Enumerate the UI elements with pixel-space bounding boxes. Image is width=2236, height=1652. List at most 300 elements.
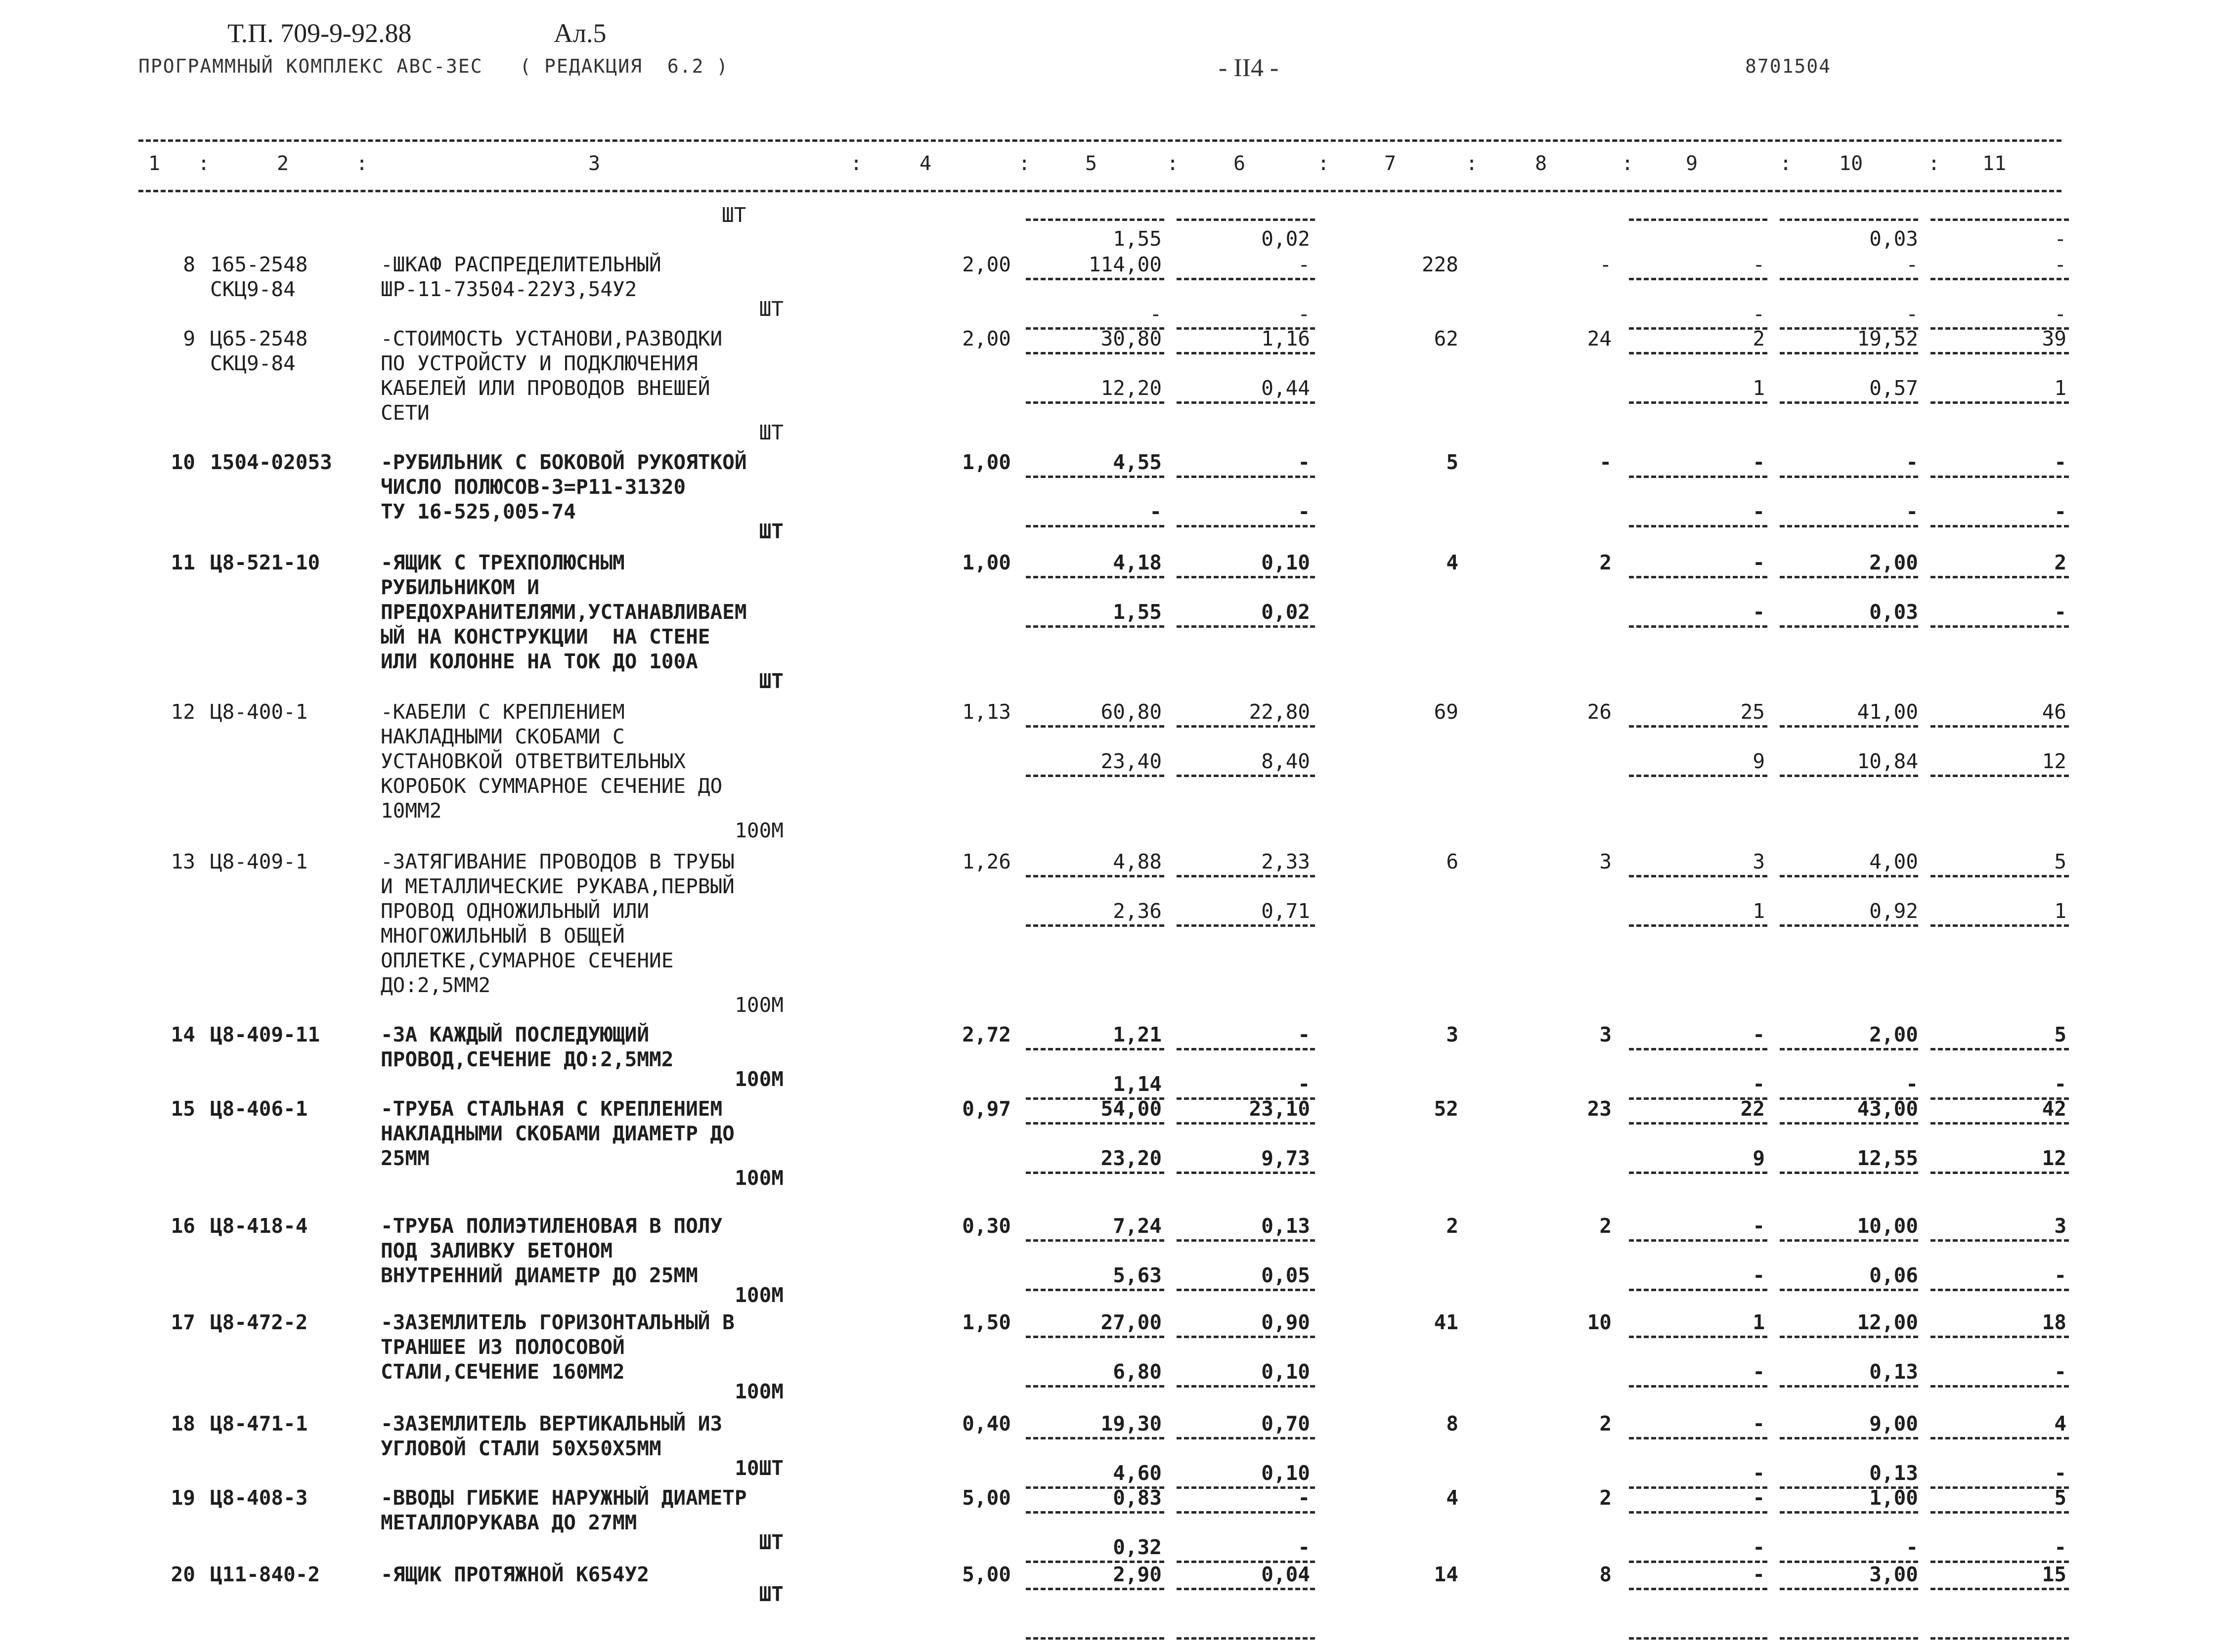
value-underline bbox=[1177, 775, 1315, 777]
value-underline bbox=[1780, 1637, 1918, 1640]
cell-col9-sub: - bbox=[1753, 1263, 1765, 1287]
value-underline bbox=[1930, 775, 2069, 777]
work-description: ПРЕДОХРАНИТЕЛЯМИ,УСТАНАВЛИВАЕМ bbox=[381, 600, 747, 624]
unit-label: ШТ bbox=[722, 203, 746, 227]
cell-col8: 8 bbox=[1599, 1563, 1612, 1586]
cell-col9: - bbox=[1753, 450, 1765, 474]
cell-col8: 24 bbox=[1587, 327, 1612, 350]
value-underline bbox=[1629, 1122, 1767, 1125]
cell-col9: - bbox=[1753, 1563, 1765, 1586]
norm-code: СКЦ9-84 bbox=[210, 277, 296, 301]
norm-code: 165-2548 bbox=[210, 253, 308, 276]
norm-code: Ц8-400-1 bbox=[210, 700, 308, 724]
value-underline bbox=[1780, 1437, 1918, 1439]
value-underline bbox=[1629, 352, 1767, 354]
cell-col6: 22,80 bbox=[1249, 700, 1310, 724]
cell-col5: 2,90 bbox=[1113, 1563, 1162, 1586]
cell-col10: - bbox=[1906, 450, 1918, 474]
table-header-rule bbox=[138, 190, 2061, 192]
column-separator: : bbox=[356, 152, 368, 175]
row-number: 20 bbox=[171, 1563, 195, 1586]
cell-col9: - bbox=[1753, 551, 1765, 574]
column-separator: : bbox=[1018, 152, 1031, 175]
value-underline bbox=[1026, 1511, 1164, 1514]
cell-col11: 2 bbox=[2054, 551, 2066, 574]
value-underline bbox=[1780, 278, 1918, 280]
value-underline bbox=[1930, 278, 2069, 280]
cell-col8: 2 bbox=[1599, 1214, 1612, 1238]
cell-col11: 5 bbox=[2054, 850, 2066, 873]
column-header-1: 1 bbox=[148, 152, 161, 175]
cell-col5-sub: 4,60 bbox=[1113, 1461, 1162, 1485]
quantity: 0,30 bbox=[962, 1214, 1011, 1238]
work-description: НАКЛАДНЫМИ СКОБАМИ С bbox=[381, 725, 625, 748]
unit-label: ШТ bbox=[759, 1582, 784, 1606]
work-description: УГЛОВОЙ СТАЛИ 50Х50Х5ММ bbox=[381, 1436, 661, 1460]
unit-label: 10ШТ bbox=[735, 1456, 784, 1480]
column-header-5: 5 bbox=[1085, 152, 1097, 175]
quantity: 1,26 bbox=[962, 850, 1011, 873]
value-underline bbox=[1930, 924, 2069, 927]
cell-col11: 4 bbox=[2054, 1412, 2066, 1435]
value-underline bbox=[1026, 725, 1164, 728]
quantity: 1,50 bbox=[962, 1310, 1011, 1334]
cell-col11-sub: - bbox=[2054, 1461, 2066, 1485]
cell-col5: 30,80 bbox=[1100, 327, 1162, 350]
norm-code: Ц8-406-1 bbox=[210, 1097, 308, 1121]
value-underline bbox=[1026, 1385, 1164, 1388]
norm-code: Ц8-408-3 bbox=[210, 1486, 308, 1510]
value-underline bbox=[1930, 401, 2069, 404]
norm-code: Ц65-2548 bbox=[210, 327, 308, 350]
cell-col6-sub: 8,40 bbox=[1261, 749, 1310, 773]
cell-col11: 18 bbox=[2042, 1310, 2066, 1334]
value-underline bbox=[1780, 476, 1918, 478]
value-underline bbox=[1629, 1385, 1767, 1388]
column-separator: : bbox=[1622, 152, 1634, 175]
work-description: ОПЛЕТКЕ,СУМАРНОЕ СЕЧЕНИЕ bbox=[381, 949, 674, 972]
cell-col10-sub: - bbox=[1906, 1072, 1918, 1096]
cell-col5-sub: - bbox=[1149, 302, 1162, 326]
value-underline bbox=[1177, 278, 1315, 280]
row-number: 11 bbox=[171, 551, 195, 574]
unit-label: 100М bbox=[735, 1380, 784, 1403]
cell-col5: 4,88 bbox=[1113, 850, 1162, 873]
cell-col11: 5 bbox=[2054, 1023, 2066, 1046]
cell-col5-sub: 5,63 bbox=[1113, 1263, 1162, 1287]
cell-col7: 5 bbox=[1446, 450, 1458, 474]
cell-col5-sub: 6,80 bbox=[1113, 1360, 1162, 1384]
work-description: ДО:2,5ММ2 bbox=[381, 973, 491, 997]
cell-col5-sub: - bbox=[1149, 500, 1162, 523]
column-header-10: 10 bbox=[1839, 152, 1863, 175]
cell-col10-sub: - bbox=[1906, 1535, 1918, 1559]
cell-col9-sub: - bbox=[1753, 1535, 1765, 1559]
cell-col7: 41 bbox=[1434, 1310, 1458, 1334]
value-underline bbox=[1629, 625, 1767, 628]
cell-col10: 1,00 bbox=[1869, 1486, 1918, 1510]
quantity: 1,00 bbox=[962, 551, 1011, 574]
cell-col5-sub: 0,32 bbox=[1113, 1535, 1162, 1559]
value-underline bbox=[1930, 1637, 2069, 1640]
value-underline bbox=[1629, 725, 1767, 728]
cell-col5-sub: 12,20 bbox=[1100, 376, 1162, 400]
cell-col8: 2 bbox=[1599, 1412, 1612, 1435]
value-underline bbox=[1629, 576, 1767, 578]
cell-col6-sub: 0,71 bbox=[1261, 899, 1310, 923]
value-underline bbox=[1177, 1336, 1315, 1338]
work-description: -ЗАТЯГИВАНИЕ ПРОВОДОВ В ТРУБЫ bbox=[381, 850, 735, 873]
work-description: -ВВОДЫ ГИБКИЕ НАРУЖНЫЙ ДИАМЕТР bbox=[381, 1486, 747, 1510]
cell-col8: 3 bbox=[1599, 850, 1612, 873]
cell-col11: 39 bbox=[2042, 327, 2066, 350]
cell-col5: 7,24 bbox=[1113, 1214, 1162, 1238]
cell-col5: 1,55 bbox=[1113, 227, 1162, 251]
quantity: 5,00 bbox=[962, 1486, 1011, 1510]
row-number: 10 bbox=[171, 450, 195, 474]
value-underline bbox=[1629, 1437, 1767, 1439]
cell-col5: 4,55 bbox=[1113, 450, 1162, 474]
value-underline bbox=[1177, 1385, 1315, 1388]
quantity: 0,97 bbox=[962, 1097, 1011, 1121]
value-underline bbox=[1629, 1588, 1767, 1590]
work-description: -ТРУБА СТАЛЬНАЯ С КРЕПЛЕНИЕМ bbox=[381, 1097, 723, 1121]
row-number: 13 bbox=[171, 850, 195, 873]
value-underline bbox=[1780, 1511, 1918, 1514]
program-complex: ПРОГРАММНЫЙ КОМПЛЕКС АВС-3ЕС ( РЕДАКЦИЯ 6.2 ) bbox=[138, 55, 729, 77]
cell-col10: 0,03 bbox=[1869, 227, 1918, 251]
cell-col10-sub: 0,57 bbox=[1869, 376, 1918, 400]
value-underline bbox=[1629, 525, 1767, 527]
cell-col6: - bbox=[1298, 253, 1310, 276]
value-underline bbox=[1026, 525, 1164, 527]
quantity: 2,72 bbox=[962, 1023, 1011, 1046]
cell-col11-sub: - bbox=[2054, 1360, 2066, 1384]
value-underline bbox=[1177, 924, 1315, 927]
value-underline bbox=[1177, 352, 1315, 354]
value-underline bbox=[1177, 1172, 1315, 1174]
value-underline bbox=[1177, 476, 1315, 478]
column-header-6: 6 bbox=[1233, 152, 1246, 175]
value-underline bbox=[1629, 924, 1767, 927]
value-underline bbox=[1780, 576, 1918, 578]
cell-col9-sub: 1 bbox=[1753, 376, 1765, 400]
value-underline bbox=[1930, 1239, 2069, 1242]
cell-col6-sub: - bbox=[1298, 302, 1310, 326]
work-description: ТУ 16-525,005-74 bbox=[381, 500, 576, 523]
value-underline bbox=[1177, 875, 1315, 877]
cell-col9: - bbox=[1753, 253, 1765, 276]
value-underline bbox=[1026, 775, 1164, 777]
cell-col10: 41,00 bbox=[1857, 700, 1918, 724]
value-underline bbox=[1780, 725, 1918, 728]
value-underline bbox=[1780, 218, 1918, 221]
cell-col5-sub: 23,20 bbox=[1100, 1146, 1162, 1170]
value-underline bbox=[1930, 1336, 2069, 1338]
column-separator: : bbox=[198, 152, 210, 175]
quantity: 1,13 bbox=[962, 700, 1011, 724]
work-description: ПРОВОД,СЕЧЕНИЕ ДО:2,5ММ2 bbox=[381, 1047, 674, 1071]
cell-col9-sub: - bbox=[1753, 1072, 1765, 1096]
cell-col10: 9,00 bbox=[1869, 1412, 1918, 1435]
unit-label: 100М bbox=[735, 1166, 784, 1190]
column-header-11: 11 bbox=[1982, 152, 2007, 175]
cell-col10: - bbox=[1906, 253, 1918, 276]
project-reference: Т.П. 709-9-92.88 bbox=[227, 18, 412, 48]
cell-col10-sub: 0,06 bbox=[1869, 1263, 1918, 1287]
cell-col6-sub: 0,02 bbox=[1261, 600, 1310, 624]
value-underline bbox=[1930, 625, 2069, 628]
work-description: НАКЛАДНЫМИ СКОБАМИ ДИАМЕТР ДО bbox=[381, 1122, 735, 1145]
value-underline bbox=[1629, 218, 1767, 221]
value-underline bbox=[1629, 1172, 1767, 1174]
value-underline bbox=[1629, 1239, 1767, 1242]
cell-col10-sub: 10,84 bbox=[1857, 749, 1918, 773]
value-underline bbox=[1629, 278, 1767, 280]
unit-label: ШТ bbox=[759, 297, 784, 321]
cell-col6-sub: 0,05 bbox=[1261, 1263, 1310, 1287]
value-underline bbox=[1930, 1486, 2069, 1489]
quantity: 1,00 bbox=[962, 450, 1011, 474]
value-underline bbox=[1177, 1637, 1315, 1640]
cell-col10-sub: - bbox=[1906, 500, 1918, 523]
work-description: -СТОИМОСТЬ УСТАНОВИ,РАЗВОДКИ bbox=[381, 327, 723, 350]
cell-col6: - bbox=[1298, 1023, 1310, 1046]
cell-col5: 4,18 bbox=[1113, 551, 1162, 574]
cell-col6: 0,10 bbox=[1261, 551, 1310, 574]
value-underline bbox=[1629, 327, 1767, 330]
value-underline bbox=[1930, 576, 2069, 578]
norm-code: Ц8-521-10 bbox=[210, 551, 320, 574]
work-description: -ЗАЗЕМЛИТЕЛЬ ВЕРТИКАЛЬНЫЙ ИЗ bbox=[381, 1412, 723, 1435]
cell-col9: 1 bbox=[1753, 1310, 1765, 1334]
unit-label: 100М bbox=[735, 819, 784, 842]
cell-col11: - bbox=[2054, 227, 2066, 251]
value-underline bbox=[1026, 1172, 1164, 1174]
row-number: 8 bbox=[183, 253, 195, 276]
cell-col11-sub: 12 bbox=[2042, 1146, 2066, 1170]
column-separator: : bbox=[850, 152, 863, 175]
value-underline bbox=[1930, 1385, 2069, 1388]
work-description: МНОГОЖИЛЬНЫЙ В ОБЩЕЙ bbox=[381, 924, 625, 948]
quantity: 2,00 bbox=[962, 253, 1011, 276]
cell-col9-sub: - bbox=[1753, 600, 1765, 624]
value-underline bbox=[1026, 352, 1164, 354]
cell-col9-sub: 9 bbox=[1753, 1146, 1765, 1170]
column-separator: : bbox=[1317, 152, 1330, 175]
value-underline bbox=[1930, 218, 2069, 221]
value-underline bbox=[1780, 924, 1918, 927]
column-header-8: 8 bbox=[1535, 152, 1547, 175]
value-underline bbox=[1026, 576, 1164, 578]
cell-col9-sub: 9 bbox=[1753, 749, 1765, 773]
row-number: 9 bbox=[183, 327, 195, 350]
cell-col11: - bbox=[2054, 253, 2066, 276]
cell-col9: 3 bbox=[1753, 850, 1765, 873]
row-number: 15 bbox=[171, 1097, 195, 1121]
value-underline bbox=[1026, 1588, 1164, 1590]
value-underline bbox=[1930, 725, 2069, 728]
cell-col10: 2,00 bbox=[1869, 1023, 1918, 1046]
cell-col10-sub: 0,03 bbox=[1869, 600, 1918, 624]
value-underline bbox=[1780, 875, 1918, 877]
cell-col10: 43,00 bbox=[1857, 1097, 1918, 1121]
row-number: 18 bbox=[171, 1412, 195, 1435]
value-underline bbox=[1629, 1336, 1767, 1338]
norm-code: Ц11-840-2 bbox=[210, 1563, 320, 1586]
cell-col5: 19,30 bbox=[1100, 1412, 1162, 1435]
value-underline bbox=[1629, 1048, 1767, 1050]
value-underline bbox=[1177, 1511, 1315, 1514]
cell-col7: 2 bbox=[1446, 1214, 1458, 1238]
cell-col7: 69 bbox=[1434, 700, 1458, 724]
norm-code: Ц8-472-2 bbox=[210, 1310, 308, 1334]
cell-col6: 0,70 bbox=[1261, 1412, 1310, 1435]
cell-col9: - bbox=[1753, 1486, 1765, 1510]
value-underline bbox=[1780, 1385, 1918, 1388]
cell-col5-sub: 1,14 bbox=[1113, 1072, 1162, 1096]
cell-col6: - bbox=[1298, 450, 1310, 474]
unit-label: 100М bbox=[735, 1067, 784, 1091]
work-description: ТРАНШЕЕ ИЗ ПОЛОСОВОЙ bbox=[381, 1335, 625, 1359]
cell-col9-sub: 1 bbox=[1753, 899, 1765, 923]
row-number: 19 bbox=[171, 1486, 195, 1510]
value-underline bbox=[1026, 401, 1164, 404]
value-underline bbox=[1780, 1588, 1918, 1590]
cell-col10-sub: 0,13 bbox=[1869, 1461, 1918, 1485]
cell-col5-sub: 2,36 bbox=[1113, 899, 1162, 923]
work-description: КОРОБОК СУММАРНОЕ СЕЧЕНИЕ ДО bbox=[381, 774, 723, 798]
value-underline bbox=[1780, 1122, 1918, 1125]
value-underline bbox=[1780, 1289, 1918, 1291]
value-underline bbox=[1177, 1289, 1315, 1291]
cell-col11-sub: - bbox=[2054, 1263, 2066, 1287]
cell-col9: 2 bbox=[1753, 327, 1765, 350]
value-underline bbox=[1780, 625, 1918, 628]
cell-col6: - bbox=[1298, 1486, 1310, 1510]
norm-code: СКЦ9-84 bbox=[210, 351, 296, 375]
unit-label: 100М bbox=[735, 993, 784, 1017]
value-underline bbox=[1026, 1289, 1164, 1291]
quantity: 0,40 bbox=[962, 1412, 1011, 1435]
value-underline bbox=[1780, 1172, 1918, 1174]
cell-col6-sub: - bbox=[1298, 1072, 1310, 1096]
cell-col7: 8 bbox=[1446, 1412, 1458, 1435]
cell-col8: 10 bbox=[1587, 1310, 1612, 1334]
cell-col10: 12,00 bbox=[1857, 1310, 1918, 1334]
column-header-9: 9 bbox=[1686, 152, 1698, 175]
work-description: ВНУТРЕННИЙ ДИАМЕТР ДО 25ММ bbox=[381, 1263, 698, 1287]
cell-col9-sub: - bbox=[1753, 302, 1765, 326]
cell-col11-sub: - bbox=[2054, 1535, 2066, 1559]
column-header-4: 4 bbox=[920, 152, 932, 175]
cell-col5-sub: 23,40 bbox=[1100, 749, 1162, 773]
cell-col7: 52 bbox=[1434, 1097, 1458, 1121]
value-underline bbox=[1177, 525, 1315, 527]
value-underline bbox=[1930, 1048, 2069, 1050]
cell-col10: 19,52 bbox=[1857, 327, 1918, 350]
cell-col6: 23,10 bbox=[1249, 1097, 1310, 1121]
cell-col11: - bbox=[2054, 450, 2066, 474]
work-description: СЕТИ bbox=[381, 401, 430, 425]
value-underline bbox=[1177, 218, 1315, 221]
cell-col9-sub: - bbox=[1753, 500, 1765, 523]
cell-col6: 0,04 bbox=[1261, 1563, 1310, 1586]
value-underline bbox=[1026, 476, 1164, 478]
cell-col6-sub: - bbox=[1298, 1535, 1310, 1559]
cell-col10: 2,00 bbox=[1869, 551, 1918, 574]
value-underline bbox=[1930, 875, 2069, 877]
unit-label: ШТ bbox=[759, 520, 784, 543]
value-underline bbox=[1177, 576, 1315, 578]
work-description: -ЯЩИК ПРОТЯЖНОЙ К654У2 bbox=[381, 1563, 650, 1586]
column-separator: : bbox=[1466, 152, 1478, 175]
value-underline bbox=[1780, 1336, 1918, 1338]
value-underline bbox=[1930, 352, 2069, 354]
value-underline bbox=[1177, 1588, 1315, 1590]
cell-col8: 2 bbox=[1599, 551, 1612, 574]
cell-col6-sub: 0,10 bbox=[1261, 1461, 1310, 1485]
value-underline bbox=[1930, 1122, 2069, 1125]
column-header-7: 7 bbox=[1384, 152, 1397, 175]
row-number: 14 bbox=[171, 1023, 195, 1046]
cell-col11: 42 bbox=[2042, 1097, 2066, 1121]
work-description: УСТАНОВКОЙ ОТВЕТВИТЕЛЬНЫХ bbox=[381, 749, 686, 773]
work-description: -ЯЩИК С ТРЕХПОЛЮСНЫМ bbox=[381, 551, 625, 574]
cell-col10: 4,00 bbox=[1869, 850, 1918, 873]
cell-col6: 0,02 bbox=[1261, 227, 1310, 251]
work-description: ПРОВОД ОДНОЖИЛЬНЫЙ ИЛИ bbox=[381, 899, 650, 923]
work-description: -ЗАЗЕМЛИТЕЛЬ ГОРИЗОНТАЛЬНЫЙ В bbox=[381, 1310, 735, 1334]
value-underline bbox=[1930, 525, 2069, 527]
work-description: И МЕТАЛЛИЧЕСКИЕ РУКАВА,ПЕРВЫЙ bbox=[381, 874, 735, 898]
cell-col5: 60,80 bbox=[1100, 700, 1162, 724]
value-underline bbox=[1629, 1637, 1767, 1640]
work-description: -ШКАФ РАСПРЕДЕЛИТЕЛЬНЫЙ bbox=[381, 253, 661, 276]
cell-col11-sub: - bbox=[2054, 600, 2066, 624]
value-underline bbox=[1629, 1561, 1767, 1563]
cell-col6: 1,16 bbox=[1261, 327, 1310, 350]
cell-col5: 0,83 bbox=[1113, 1486, 1162, 1510]
norm-code: Ц8-471-1 bbox=[210, 1412, 308, 1435]
cell-col11: 3 bbox=[2054, 1214, 2066, 1238]
norm-code: 1504-02053 bbox=[210, 450, 332, 474]
cell-col7: 6 bbox=[1446, 850, 1458, 873]
cell-col11-sub: 12 bbox=[2042, 749, 2066, 773]
norm-code: Ц8-418-4 bbox=[210, 1214, 308, 1238]
norm-code: Ц8-409-1 bbox=[210, 850, 308, 873]
unit-label: ШТ bbox=[759, 1530, 784, 1554]
value-underline bbox=[1026, 1122, 1164, 1125]
cell-col10-sub: 0,92 bbox=[1869, 899, 1918, 923]
value-underline bbox=[1026, 1437, 1164, 1439]
cell-col7: 62 bbox=[1434, 327, 1458, 350]
cell-col11-sub: - bbox=[2054, 1072, 2066, 1096]
cell-col11: 15 bbox=[2042, 1563, 2066, 1586]
cell-col5: 114,00 bbox=[1088, 253, 1162, 276]
cell-col7: 3 bbox=[1446, 1023, 1458, 1046]
value-underline bbox=[1026, 1637, 1164, 1640]
column-separator: : bbox=[1780, 152, 1792, 175]
value-underline bbox=[1026, 1336, 1164, 1338]
cell-col6: 0,13 bbox=[1261, 1214, 1310, 1238]
cell-col7: 4 bbox=[1446, 551, 1458, 574]
cell-col8: 3 bbox=[1599, 1023, 1612, 1046]
cell-col9-sub: - bbox=[1753, 1461, 1765, 1485]
cell-col5: 1,21 bbox=[1113, 1023, 1162, 1046]
cell-col10: 10,00 bbox=[1857, 1214, 1918, 1238]
column-header-3: 3 bbox=[588, 152, 601, 175]
